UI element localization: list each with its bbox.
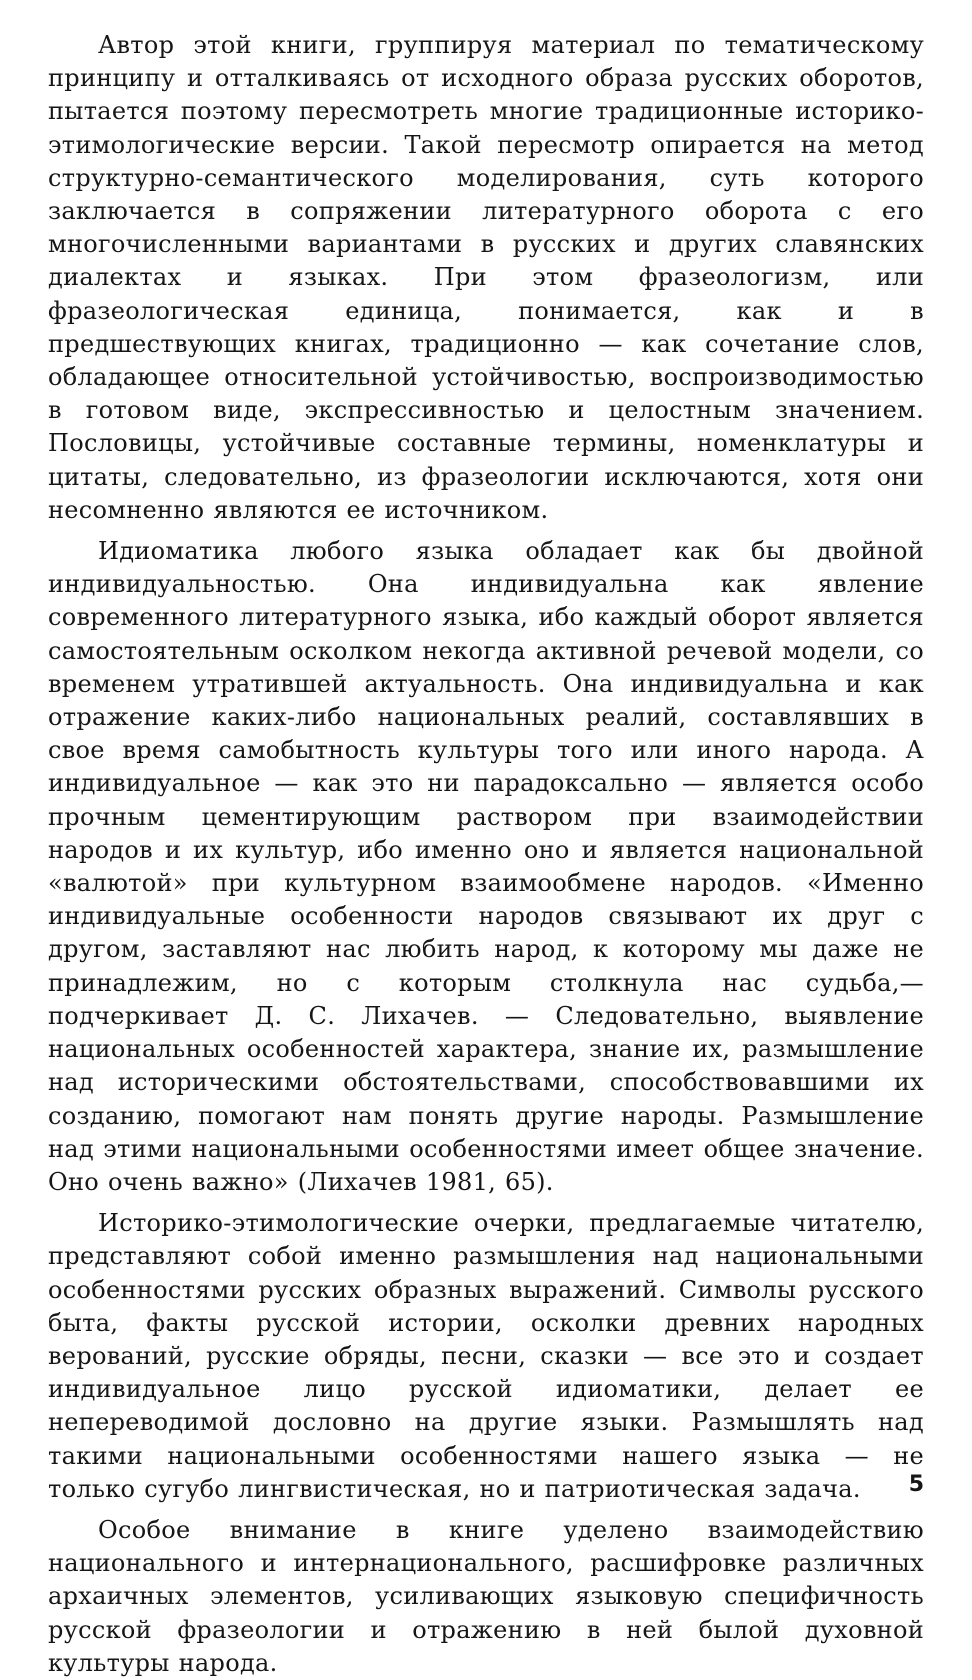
paragraph-2: Идиоматика любого языка обладает как бы двойной индивидуальностью. Она индивидуальна как явление современного литературного языка, ибо каждый оборот является самостоятельным осколком некогда активной речевой модели, со временем утратившей актуальность. Она индивидуальна и как отражение каких-либо национальных реалий, составлявших в свое время самобытность культуры того или иного народа. А индивидуальное — как это ни парадоксально — является особо прочным цементирующим раствором при взаимодействии народов и их культур, ибо именно оно и является национальной «валютой» при культурном взаимообмене народов. «Именно индивидуальные особенности народов связывают их друг с другом, заставляют нас любить народ, к которому мы даже не принадлежим, но с которым столкнула нас судьба,— подчеркивает Д. С. Лихачев. — Следовательно, выявление национальных особенностей характера, знание их, размышление над историческими обстоятельствами, способствовавшими их созданию, помогают нам понять другие народы. Размышление над этими национальными особенностями имеет общее значение. Оно очень важно» (Лихачев 1981, 65). (48, 537, 924, 1196)
paragraph-3: Историко-этимологические очерки, предлагаемые читателю, представляют собой именно размышления над национальными особенностями русских образных выражений. Символы русского быта, факты русской истории, осколки древних народных верований, русские обряды, песни, сказки — все это и создает индивидуальное лицо русской идиоматики, делает ее непереводимой дословно на другие языки. Размышлять над такими национальными особенностями нашего языка — не только сугубо лингвистическая, но и патриотическая задача. (48, 1209, 924, 1503)
paragraph-4: Особое внимание в книге уделено взаимодействию национального и интернационального, расшифровке различных архаичных элементов, усиливающих языковую специфичность русской фразеологии и отражению в ней былой духовной культуры народа. (48, 1515, 924, 1677)
paragraph-1: Автор этой книги, группируя материал по тематическому принципу и отталкиваясь от исходного образа русских оборотов, пытается поэтому пересмотреть многие традиционные историко-этимологические версии. Такой пересмотр опирается на метод структурно-семантического моделирования, суть которого заключается в сопряжении литературного оборота с его многочисленными вариантами в русских и других славянских диалектах и языках. При этом фразеологизм, или фразеологическая единица, понимается, как и в предшествующих книгах, традиционно — как сочетание слов, обладающее относительной устойчивостью, воспроизводимостью в готовом виде, экспрессивностью и целостным значением. Пословицы, устойчивые составные термины, номенклатуры и цитаты, следовательно, из фразеологии исключаются, хотя они несомненно являются ее источником. (48, 31, 924, 524)
page-number: 5 (908, 1472, 924, 1497)
page-body (48, 29, 924, 1677)
